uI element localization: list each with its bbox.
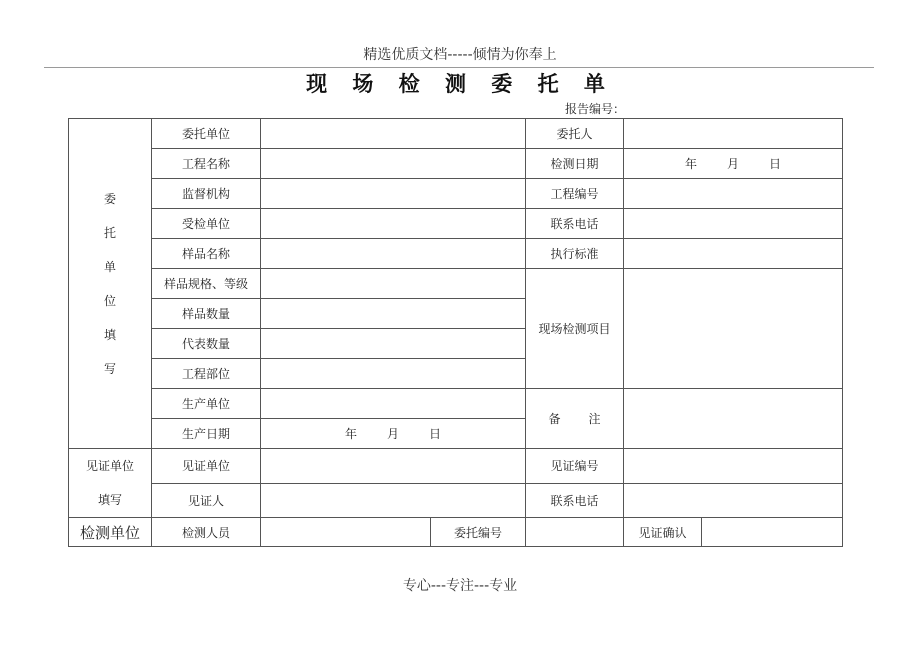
- field-remarks[interactable]: [624, 389, 843, 449]
- field-testing-personnel[interactable]: [261, 518, 431, 547]
- label-project-number: 工程编号: [526, 179, 624, 209]
- label-contact-phone: 联系电话: [526, 209, 624, 239]
- label-sample-quantity: 样品数量: [152, 299, 261, 329]
- label-production-date: 生产日期: [152, 419, 261, 449]
- field-supervision-agency[interactable]: [261, 179, 526, 209]
- label-inspected-unit: 受检单位: [152, 209, 261, 239]
- field-witness-phone[interactable]: [624, 483, 843, 518]
- label-client-person: 委托人: [526, 119, 624, 149]
- field-witness-confirm[interactable]: [702, 518, 843, 547]
- label-client-unit: 委托单位: [152, 119, 261, 149]
- label-supervision-agency: 监督机构: [152, 179, 261, 209]
- label-sample-spec: 样品规格、等级: [152, 269, 261, 299]
- label-project-part: 工程部位: [152, 359, 261, 389]
- field-project-number[interactable]: [624, 179, 843, 209]
- field-commission-number[interactable]: [526, 518, 624, 547]
- field-client-person[interactable]: [624, 119, 843, 149]
- form-title: 现 场 检 测 委 托 单: [306, 72, 614, 96]
- label-test-date: 检测日期: [526, 149, 624, 179]
- label-project-name: 工程名称: [152, 149, 261, 179]
- label-witness-person: 见证人: [152, 483, 261, 518]
- label-onsite-test-items: 现场检测项目: [526, 269, 624, 389]
- field-manufacturer[interactable]: [261, 389, 526, 419]
- report-number-label: 报告编号：: [565, 102, 626, 116]
- label-witness-confirm: 见证确认: [624, 518, 702, 547]
- field-client-unit[interactable]: [261, 119, 526, 149]
- label-standard: 执行标准: [526, 239, 624, 269]
- commission-form-table: [68, 118, 843, 547]
- field-inspected-unit[interactable]: [261, 209, 526, 239]
- label-witness-phone: 联系电话: [526, 483, 624, 518]
- label-testing-personnel: 检测人员: [152, 518, 261, 547]
- field-project-name[interactable]: [261, 149, 526, 179]
- field-production-date[interactable]: 年 月 日: [261, 419, 526, 449]
- label-sample-name: 样品名称: [152, 239, 261, 269]
- field-project-part[interactable]: [261, 359, 526, 389]
- label-witness-unit: 见证单位: [152, 449, 261, 484]
- label-commission-number: 委托编号: [431, 518, 526, 547]
- section-testing-unit-label: 检测单位: [69, 518, 152, 547]
- field-sample-name[interactable]: [261, 239, 526, 269]
- field-onsite-test-items[interactable]: [624, 269, 843, 389]
- label-manufacturer: 生产单位: [152, 389, 261, 419]
- field-witness-number[interactable]: [624, 449, 843, 484]
- page-header-text: 精选优质文档-----倾情为你奉上: [363, 47, 557, 63]
- section-client-side-label: 委 托 单 位 填 写: [69, 119, 152, 449]
- field-standard[interactable]: [624, 239, 843, 269]
- field-sample-spec[interactable]: [261, 269, 526, 299]
- label-representative-quantity: 代表数量: [152, 329, 261, 359]
- section-witness-side-label: 见证单位 填写: [69, 449, 152, 518]
- label-witness-number: 见证编号: [526, 449, 624, 484]
- label-remarks: 备 注: [526, 389, 624, 449]
- header-divider: [44, 67, 874, 68]
- field-witness-unit[interactable]: [261, 449, 526, 484]
- field-sample-quantity[interactable]: [261, 299, 526, 329]
- field-representative-quantity[interactable]: [261, 329, 526, 359]
- field-witness-person[interactable]: [261, 483, 526, 518]
- field-contact-phone[interactable]: [624, 209, 843, 239]
- field-test-date[interactable]: 年 月 日: [624, 149, 843, 179]
- page-footer-text: 专心---专注---专业: [402, 578, 518, 594]
